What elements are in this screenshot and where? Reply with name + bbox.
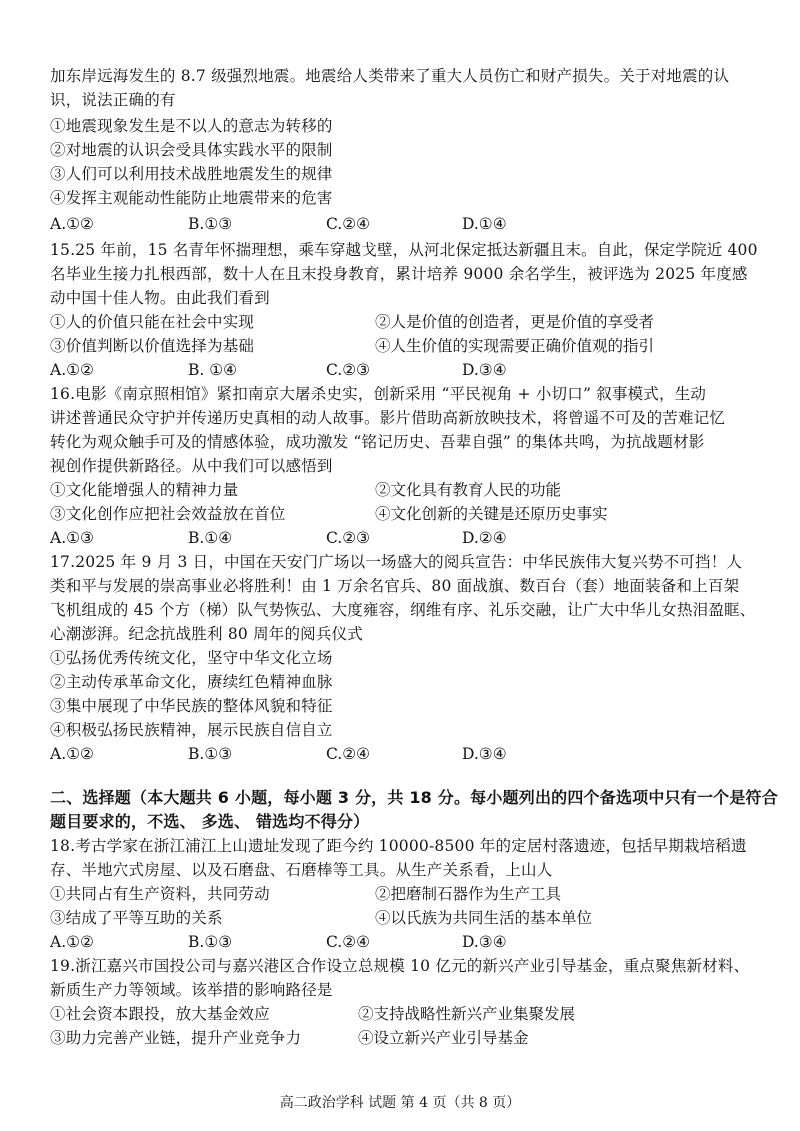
q16-answer-d: D.②④ (462, 529, 507, 547)
section-2-heading-line-1: 二、选择题（本大题共 6 小题，每小题 3 分，共 18 分。每小题列出的四个备选项中只有一个是符合 (50, 788, 778, 807)
q17-answer-d: D.③④ (462, 745, 507, 763)
q15-stem-line-3: 动中国十佳人物。由此我们看到 (50, 289, 270, 307)
q17-option-4: ④积极弘扬民族精神，展示民族自信自立 (50, 721, 333, 739)
q15-option-2: ②人是价值的创造者，更是价值的享受者 (375, 313, 655, 331)
q14-option-3: ③人们可以利用技术战胜地震发生的规律 (50, 165, 333, 183)
q18-option-4: ④以氏族为共同生活的基本单位 (375, 909, 593, 927)
q16-stem-line-4: 视创作提供新路径。从中我们可以感悟到 (50, 457, 333, 475)
q19-option-4: ④设立新兴产业引导基金 (358, 1029, 529, 1047)
q17-stem-line-1: 17.2025 年 9 月 3 日，中国在天安门广场以一场盛大的阅兵宣告：中华民族伟大复兴势不可挡！人 (50, 553, 743, 571)
q15-answer-a: A.①② (50, 361, 94, 379)
q15-option-1: ①人的价值只能在社会中实现 (50, 313, 255, 331)
q14-answer-a: A.①② (50, 215, 94, 233)
q18-answer-d: D.③④ (462, 933, 507, 951)
page-footer: 高二政治学科 试题 第 4 页（共 8 页） (279, 1095, 521, 1111)
q15-answer-d: D.③④ (462, 361, 507, 379)
q17-stem-line-3: 飞机组成的 45 个方（梯）队气势恢弘、大度雍容，纲维有序、礼乐交融，让广大中华儿女热泪盈眶、 (50, 601, 756, 619)
q16-stem-line-2: 讲述普通民众守护并传递历史真相的动人故事。影片借助高新放映技术，将曾遥不可及的苦难记忆 (50, 409, 726, 427)
q14-stem-line-1: 加东岸远海发生的 8.7 级强烈地震。地震给人类带来了重大人员伤亡和财产损失。关于对地震的认 (50, 67, 730, 85)
q14-stem-line-2: 识，说法正确的有 (50, 91, 176, 109)
q17-answer-a: A.①② (50, 745, 94, 763)
q16-option-1: ①文化能增强人的精神力量 (50, 481, 239, 499)
q14-answer-c: C.②④ (326, 215, 371, 233)
q14-answer-d: D.①④ (462, 215, 507, 233)
q18-answer-a: A.①② (50, 933, 94, 951)
q15-option-4: ④人生价值的实现需要正确价值观的指引 (375, 337, 655, 355)
q18-option-2: ②把磨制石器作为生产工具 (375, 885, 562, 903)
q14-answer-b: B.①③ (188, 215, 233, 233)
q17-option-1: ①弘扬优秀传统文化，坚守中华文化立场 (50, 649, 333, 667)
q18-stem-line-2: 存、半地穴式房屋、以及石磨盘、石磨棒等工具。从生产关系看，上山人 (50, 861, 553, 879)
q17-answer-c: C.②④ (326, 745, 371, 763)
section-2-heading-line-2: 题目要求的，不选、 多选、 错选均不得分） (50, 812, 370, 831)
q15-option-3: ③价值判断以价值选择为基础 (50, 337, 255, 355)
q17-stem-line-4: 心潮澎湃。纪念抗战胜利 80 周年的阅兵仪式 (50, 625, 363, 643)
q18-option-1: ①共同占有生产资料，共同劳动 (50, 885, 270, 903)
q19-option-2: ②支持战略性新兴产业集聚发展 (358, 1005, 576, 1023)
q14-option-4: ④发挥主观能动性能防止地震带来的危害 (50, 189, 333, 207)
q15-stem-line-2: 名毕业生接力扎根西部，数十人在且末投身教育，累计培养 9000 余名学生，被评选为 2025 年度感 (50, 265, 748, 283)
q14-option-1: ①地震现象发生是不以人的意志为转移的 (50, 117, 333, 135)
q15-stem-line-1: 15.25 年前，15 名青年怀揣理想，乘车穿越戈壁，从河北保定抵达新疆且末。自此，保定学院近 400 (50, 241, 758, 259)
q19-option-1: ①社会资本跟投，放大基金效应 (50, 1005, 270, 1023)
q18-option-3: ③结成了平等互助的关系 (50, 909, 223, 927)
q19-option-3: ③助力完善产业链，提升产业竞争力 (50, 1029, 302, 1047)
q16-stem-line-1: 16.电影《南京照相馆》紧扣南京大屠杀史实，创新采用 “平民视角 + 小切口” 叙事模式，生动 (50, 385, 707, 403)
q16-option-4: ④文化创新的关键是还原历史事实 (375, 505, 608, 523)
q18-answer-c: C.②④ (326, 933, 371, 951)
q19-stem-line-2: 新质生产力等领域。该举措的影响路径是 (50, 981, 333, 999)
q18-answer-b: B.①③ (188, 933, 233, 951)
q16-answer-b: B.①④ (188, 529, 233, 547)
q16-option-2: ②文化具有教育人民的功能 (375, 481, 562, 499)
q16-stem-line-3: 转化为观众触手可及的情感体验，成功激发 “铭记历史、吾辈自强” 的集体共鸣，为抗战题材影 (50, 433, 705, 451)
q17-option-3: ③集中展现了中华民族的整体风貌和特征 (50, 697, 333, 715)
q17-option-2: ②主动传承革命文化，赓续红色精神血脉 (50, 673, 333, 691)
q18-stem-line-1: 18.考古学家在浙江浦江上山遗址发现了距今约 10000-8500 年的定居村落遗迹，包括早期栽培稻遗 (50, 837, 747, 855)
q16-answer-c: C.②③ (326, 529, 371, 547)
q15-answer-c: C.②③ (326, 361, 371, 379)
q16-option-3: ③文化创作应把社会效益放在首位 (50, 505, 286, 523)
q15-answer-b: B. ①④ (188, 361, 238, 379)
q17-answer-b: B.①③ (188, 745, 233, 763)
q14-option-2: ②对地震的认识会受具体实践水平的限制 (50, 141, 333, 159)
q17-stem-line-2: 类和平与发展的崇高事业必将胜利！由 1 万余名官兵、80 面战旗、数百台（套）地面装备和上百架 (50, 577, 740, 595)
q16-answer-a: A.①③ (50, 529, 94, 547)
q19-stem-line-1: 19.浙江嘉兴市国投公司与嘉兴港区合作设立总规模 10 亿元的新兴产业引导基金，重点聚焦新材料、 (50, 957, 750, 975)
